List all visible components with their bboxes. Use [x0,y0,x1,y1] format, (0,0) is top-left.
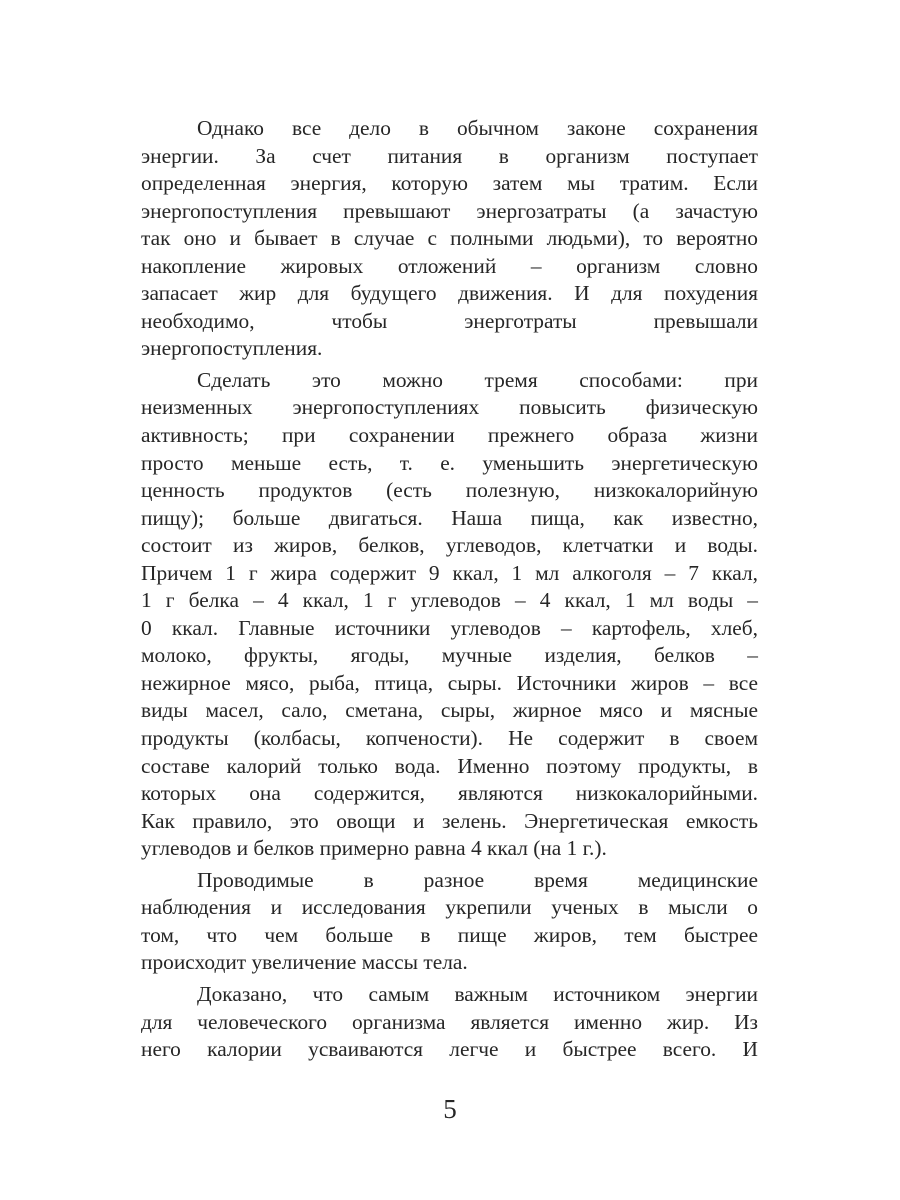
text-line: молоко, фрукты, ягоды, мучные изделия, белков – [141,643,758,668]
text-line: Сделать это можно тремя способами: при [197,367,758,392]
text-line: Причем 1 г жира содержит 9 ккал, 1 мл алкоголя – 7 ккал, [141,560,758,585]
text-line: просто меньше есть, т. е. уменьшить энергетическую [141,450,758,475]
text-line: продукты (колбасы, копчености). Не содержит в своем [141,726,758,751]
text-line: наблюдения и исследования укрепили ученых в мысли о [141,895,758,920]
paragraph [141,115,758,363]
text-line: него калории усваиваются легче и быстрее всего. И [141,1037,758,1062]
text-line: Доказано, что самым важным источником энергии [197,981,758,1006]
text-line: 1 г белка – 4 ккал, 1 г углеводов – 4 ккал, 1 мл воды – [141,588,758,613]
text-line: 0 ккал. Главные источники углеводов – картофель, хлеб, [141,615,758,640]
text-line: виды масел, сало, сметана, сыры, жирное мясо и мясные [141,698,758,723]
text-line: Проводимые в разное время медицинские [197,867,758,892]
text-line: которых она содержится, являются низкокалорийными. [141,781,758,806]
text-line: ценность продуктов (есть полезную, низкокалорийную [141,478,758,503]
paragraph [141,367,758,863]
text-line: пищу); больше двигаться. Наша пища, как известно, [141,505,758,530]
text-line: Как правило, это овощи и зелень. Энергетическая емкость [141,808,758,833]
text-line: для человеческого организма является именно жир. Из [141,1009,758,1034]
text-line: происходит увеличение массы тела. [141,950,468,975]
paragraph [141,867,758,977]
text-line: энергопоступления. [141,336,323,361]
text-line: Однако все дело в обычном законе сохранения [197,116,758,140]
text-line: неизменных энергопоступлениях повысить физическую [141,395,758,420]
text-line: накопление жировых отложений – организм словно [141,253,758,278]
text-line: запасает жир для будущего движения. И для похудения [141,281,758,306]
text-line: энергии. За счет питания в организм поступает [141,143,758,168]
text-line: состоит из жиров, белков, углеводов, клетчатки и воды. [141,533,758,558]
page-number: 5 [443,1094,457,1124]
paragraph [141,981,758,1064]
text-line: необходимо, чтобы энерготраты превышали [141,308,758,333]
text-line: составе калорий только вода. Именно поэтому продукты, в [141,753,758,778]
text-line: энергопоступления превышают энергозатраты (а зачастую [141,198,758,223]
text-line: активность; при сохранении прежнего образа жизни [141,423,758,448]
text-line: том, что чем больше в пище жиров, тем быстрее [141,922,758,947]
text-line: углеводов и белков примерно равна 4 ккал (на 1 г.). [141,836,607,861]
text-line: так оно и бывает в случае с полными людьми), то вероятно [141,226,758,251]
text-line: нежирное мясо, рыба, птица, сыры. Источники жиров – все [141,670,758,695]
text-line: определенная энергия, которую затем мы тратим. Если [141,171,758,196]
page-body [141,115,758,1068]
